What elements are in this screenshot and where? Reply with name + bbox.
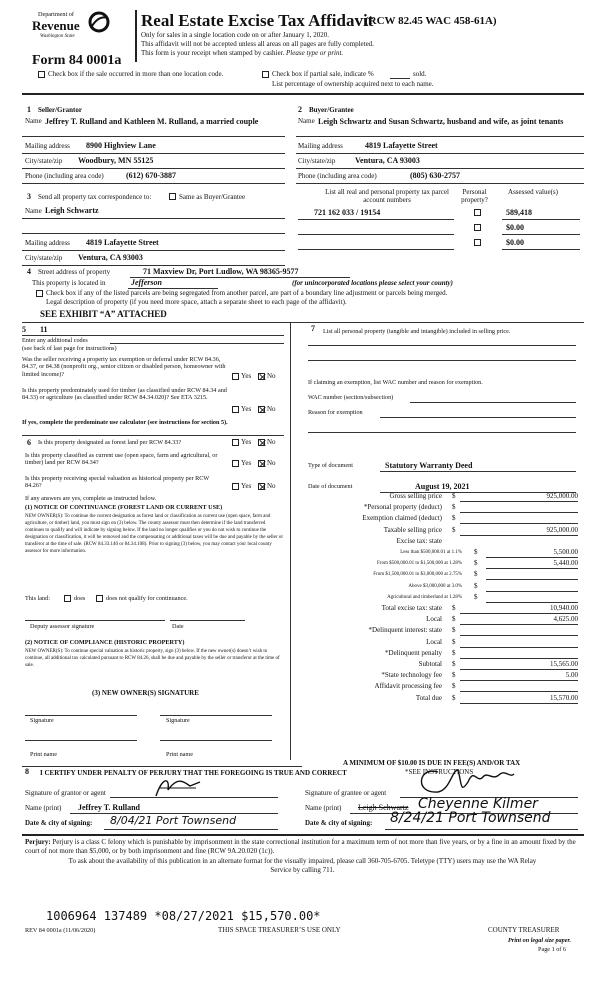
seller-heading-num: 1 — [27, 105, 31, 114]
section5-num: 5 — [22, 325, 26, 334]
buyer-phone-label: Phone (including area code) — [298, 172, 377, 180]
correspondence-mailing: 4819 Lafayette Street — [86, 238, 159, 247]
correspondence-mailing-label: Mailing address — [25, 239, 70, 247]
section8-rule — [22, 766, 302, 767]
header-line2: This affidavit will not be accepted unless all areas on all pages are fully completed. — [141, 40, 374, 48]
tax-row-value[interactable]: 15,565.00 — [550, 660, 578, 668]
tax-row-value[interactable]: 925,000.00 — [546, 492, 578, 500]
segregated-label: Check box if any of the listed parcels are being segregated from another parcel, are part of a boundary line adjustment or parcels being merged. — [46, 289, 448, 297]
reason-label: Reason for exemption — [308, 409, 363, 416]
grantor-name[interactable]: Jeffrey T. Rulland — [78, 803, 141, 812]
dor-logo-line3: Washington State — [40, 34, 75, 39]
correspondence-name: Leigh Schwartz — [45, 206, 99, 215]
assessed-line — [502, 249, 580, 250]
section5-codes-note: (see back of last page for instructions) — [22, 345, 117, 352]
does-qualify-checkbox[interactable] — [64, 595, 71, 602]
seller-mailing-line — [22, 153, 285, 154]
tax-row-label: Exemption claimed (deduct) — [362, 514, 442, 523]
forest-no-checkbox[interactable] — [258, 439, 265, 446]
doc-type-line — [380, 471, 576, 472]
deputy-sig-line — [25, 620, 165, 621]
tax-row-dollar: $ — [474, 592, 478, 601]
alt-format-note: To ask about the availability of this publication in an alternate format for the visually impaired, please call 360-705-6705. Teletype (TTY) users may use the WA Relay Service by calling 711. — [68, 857, 537, 874]
correspondence-city-line — [22, 265, 285, 266]
grantee-name-label: Name (print) — [305, 804, 342, 812]
owner-sig-line-1 — [25, 715, 137, 716]
tax-row-label: Agricultural and timberland at 1.28% — [387, 594, 462, 600]
current-use-yes-checkbox[interactable] — [232, 460, 239, 467]
seller-name-label: Name — [25, 117, 42, 125]
grantee-date-line — [385, 829, 578, 830]
assessed-value[interactable]: $0.00 — [506, 223, 524, 232]
continuance-title: (1) NOTICE OF CONTINUANCE (FOREST LAND OR CURRENT USE) — [25, 504, 223, 511]
section5-codes-line — [110, 343, 284, 344]
tax-row-line — [486, 602, 578, 603]
owner-sig-label-1: Signature — [30, 717, 54, 724]
tax-row-dollar: $ — [452, 503, 456, 512]
tax-row-dollar: $ — [452, 637, 456, 646]
does-not-label: does not qualify for continuance. — [106, 595, 188, 602]
treasurer-use-note: THIS SPACE TREASURER’S USE ONLY — [218, 926, 341, 934]
section5-q1: Was the seller receiving a property tax exemption or deferral under RCW 84.36, 84.37, or 84.38 (nonprofit org., senior citizen or disabled person, homeowner with limited income)? — [22, 356, 226, 378]
buyer-phone-line — [296, 183, 584, 184]
correspondence-num: 3 — [27, 192, 31, 201]
section5-codes-label: Enter any additional codes — [22, 337, 88, 344]
header-line3: This form is your receipt when stamped by cashier. Please type or print. — [141, 49, 344, 57]
minimum-note: A MINIMUM OF $10.00 IS DUE IN FEE(S) AND/OR TAX — [343, 759, 521, 767]
property-street: 71 Maxview Dr, Port Ludlow, WA 98365-9577 — [143, 267, 299, 276]
buyer-mailing-line — [296, 153, 584, 154]
grantor-date-city[interactable]: 8/04/21 Port Townsend — [110, 814, 237, 827]
certify-statement: I CERTIFY UNDER PENALTY OF PERJURY THAT THE FOREGOING IS TRUE AND CORRECT — [40, 769, 347, 777]
exemption-note: If claiming an exemption, list WAC number and reason for exemption. — [308, 379, 483, 386]
tax-row-label: Above $3,000,000 at 3.0% — [408, 583, 462, 589]
grantor-sig-label: Signature of grantor or agent — [25, 789, 106, 797]
deputy-date-line — [170, 620, 245, 621]
tax-row-dollar: $ — [452, 693, 456, 702]
tax-row-label: Affidavit processing fee — [374, 682, 442, 691]
tax-row-label: Total due — [415, 693, 442, 702]
section5-code-line — [22, 335, 284, 336]
property-num: 4 — [27, 267, 31, 276]
assessed-line — [502, 219, 580, 220]
assessed-line — [502, 234, 580, 235]
correspondence-name-line — [22, 218, 285, 219]
tax-row-label: Total excise tax: state — [381, 604, 442, 612]
correspondence-city-label: City/state/zip — [25, 254, 63, 262]
partial-sale-label: Check box if partial sale, indicate % — [272, 70, 374, 78]
tax-row-label: Taxable selling price — [383, 525, 442, 534]
partial-sale-sold: sold. — [413, 70, 427, 78]
tax-row-line — [460, 691, 578, 692]
owner-sig-line-2 — [160, 715, 272, 716]
dor-logo-icon — [88, 11, 110, 33]
forest-no-label: No — [267, 438, 276, 446]
correspondence-name-label: Name — [25, 207, 42, 215]
exemption-no-label: No — [267, 372, 276, 380]
correspondence-city: Ventura, CA 93003 — [78, 253, 143, 262]
county-treasurer: COUNTY TREASURER — [488, 926, 560, 934]
seller-city: Woodbury, MN 55125 — [78, 156, 154, 165]
seller-mailing: 8900 Highview Lane — [86, 141, 156, 150]
tax-row-line — [460, 669, 578, 670]
timber-no-checkbox[interactable] — [258, 406, 265, 413]
tax-row-line — [486, 579, 578, 580]
doc-type-label: Type of document — [308, 462, 353, 469]
tax-row-label: Gross selling price — [389, 492, 442, 500]
parcel-line — [298, 234, 454, 235]
same-as-buyer-label: Same as Buyer/Grantee — [179, 193, 246, 201]
seller-heading: Seller/Grantor — [38, 106, 82, 114]
tax-row-line — [486, 591, 578, 592]
personal-property-checkbox[interactable] — [474, 224, 481, 231]
dor-logo-line1: Department of — [38, 11, 74, 18]
historic-no-checkbox[interactable] — [258, 483, 265, 490]
tax-row-line — [460, 703, 578, 704]
correspondence-label: Send all property tax correspondence to: — [38, 193, 152, 201]
buyer-city-line — [296, 168, 584, 169]
section6-num: 6 — [27, 438, 31, 447]
page-number: Page 1 of 6 — [538, 946, 567, 953]
section4-rule — [22, 322, 584, 323]
buyer-mailing: 4819 Lafayette Street — [365, 141, 438, 150]
doc-type[interactable]: Statutory Warranty Deed — [385, 461, 473, 470]
assessed-value[interactable]: $0.00 — [506, 238, 524, 247]
does-label: does — [74, 595, 86, 602]
segregated-checkbox[interactable] — [36, 290, 43, 297]
tax-row-line — [460, 523, 578, 524]
parcel-line — [298, 219, 454, 220]
section6-note: If any answers are yes, complete as instructed below. — [25, 495, 157, 502]
multi-location-label: Check box if the sale occurred in more than one location code. — [48, 70, 224, 78]
tax-row-line — [460, 512, 578, 513]
current-use-no-checkbox[interactable] — [258, 460, 265, 467]
grantor-date-line — [104, 829, 278, 830]
parcel-number[interactable]: 721 162 033 / 19154 — [314, 208, 381, 217]
parcel-col-header: List all real and personal property tax parcel account numbers — [325, 188, 449, 204]
exhibit-a: SEE EXHIBIT “A” ATTACHED — [40, 309, 167, 319]
correspondence-blank-line — [22, 233, 285, 234]
legal-paper-note: Print on legal size paper. — [508, 937, 572, 944]
buyer-name: Leigh Schwartz and Susan Schwartz, husband and wife, as joint tenants — [318, 117, 564, 126]
header-line1: Only for sales in a single location code on or after January 1, 2020. — [141, 31, 329, 39]
property-located-label: This property is located in — [32, 279, 106, 287]
does-not-qualify-checkbox[interactable] — [96, 595, 103, 602]
tax-row-label: *Personal property (deduct) — [363, 503, 442, 512]
tax-row-dollar: $ — [474, 581, 478, 590]
buyer-phone: (805) 630-2757 — [410, 171, 460, 180]
treasurer-stamp: 1006964 137489 *08/27/2021 $15,570.00* — [46, 909, 321, 923]
timber-yes-checkbox[interactable] — [232, 406, 239, 413]
buyer-name-line — [296, 136, 584, 137]
current-use-yes-label: Yes — [241, 459, 252, 467]
section5-note: If yes, complete the predominate use calculator (see instructions for section 5). — [22, 419, 228, 426]
section5-rule — [22, 435, 284, 436]
grantee-date-city[interactable]: 8/24/21 Port Townsend — [390, 810, 551, 826]
assessed-value[interactable]: 589,418 — [506, 208, 532, 217]
buyer-city-label: City/state/zip — [298, 157, 336, 165]
seller-name: Jeffrey T. Rulland and Kathleen M. Rulland, a married couple — [45, 117, 259, 126]
deputy-date-label: Date — [172, 623, 184, 630]
section6-q2: Is this property classified as current use (open space, farm and agricultural, or timber) land per RCW 84.34? — [25, 452, 218, 467]
perjury-statement: Perjury: Perjury is a class C felony which is punishable by imprisonment in the state correctional institution for a maximum term of not more than five years, or by a fine in an amount fixed by the court of not more than $5,000, or by both imprisonment and fine (RCW 9A.20.020 (1c)). — [25, 838, 576, 855]
wac-line — [410, 402, 576, 403]
unincorporated-note: (for unincorporated locations please select your county) — [292, 279, 453, 287]
rev-number: REV 84 0001a (11/06/2020) — [25, 927, 96, 934]
property-street-line — [130, 277, 350, 278]
tax-row-line — [460, 501, 578, 502]
historic-yes-checkbox[interactable] — [232, 483, 239, 490]
grantor-date-label: Date & city of signing: — [25, 819, 93, 827]
tax-row-value[interactable]: 15,570.00 — [550, 693, 578, 702]
deputy-signature-label: Deputy assessor signature — [30, 623, 95, 630]
assessed-col-header: Assessed value(s) — [508, 188, 558, 196]
seller-phone: (612) 670-3887 — [126, 171, 176, 180]
tax-row-value[interactable]: 5,440.00 — [553, 559, 578, 568]
tax-row-line — [460, 658, 578, 659]
seller-city-line — [22, 168, 285, 169]
tax-row-line — [460, 624, 578, 625]
tax-row-dollar: $ — [452, 525, 456, 534]
owner-print-line-2 — [160, 740, 272, 741]
tax-row-label: Subtotal — [418, 660, 442, 668]
tax-row-value[interactable]: 4,625.00 — [553, 615, 578, 624]
grantor-sig-line — [110, 797, 278, 798]
tax-row-label: Local — [426, 615, 442, 624]
buyer-heading: Buyer/Grantee — [309, 106, 354, 114]
continuance-text: NEW OWNER(S): To continue the current designation as forest land or classification as current use (open space, farm and agriculture, or timber) land, you must sign on (3) below. The county assessor must then determine if the land transferred continues to qualify and will indicate by signing below. If the land no longer qualifies or you do not wish to continue the designation or classification, it will be removed and the compensating or additional taxes will be due and payable by the seller or transferor at the time of sale. (RCW 84.33.140 or 84.34.108). Prior to signing (3) below, you may contact your local county assessor for more information. — [25, 514, 283, 554]
ownership-note: List percentage of ownership acquired next to each name. — [272, 80, 434, 88]
new-owner-heading: (3) NEW OWNER(S) SIGNATURE — [92, 689, 199, 697]
dor-logo-line2: Revenue — [32, 18, 80, 33]
timber-yes-label: Yes — [241, 405, 252, 413]
tax-row-label: *Delinquent interest: state — [368, 626, 442, 635]
partial-sale-checkbox[interactable] — [262, 71, 269, 78]
this-land-label: This land: — [25, 595, 50, 602]
property-county[interactable]: Jefferson — [131, 278, 162, 287]
grantee-sig-label: Signature of grantee or agent — [305, 789, 387, 797]
form-rcw: (RCW 82.45 WAC 458-61A) — [365, 15, 497, 27]
tax-row-label: Local — [426, 637, 442, 646]
tax-row-dollar: $ — [452, 514, 456, 523]
grantee-name-handwritten[interactable]: Cheyenne Kilmer — [418, 796, 538, 812]
personal-property-checkbox[interactable] — [474, 209, 481, 216]
personal-property-checkbox[interactable] — [474, 239, 481, 246]
see-instructions: *SEE INSTRUCTIONS — [405, 768, 474, 776]
buyer-mailing-label: Mailing address — [298, 142, 343, 150]
dor-logo — [30, 10, 110, 46]
grantee-name-struck: Leigh Schwartz — [358, 803, 409, 812]
tax-row-value[interactable]: 5.00 — [565, 671, 578, 680]
tax-row-dollar: $ — [452, 604, 456, 612]
tax-row-dollar: $ — [452, 682, 456, 691]
form-number: Form 84 0001a — [32, 53, 122, 68]
section7-line-1 — [308, 345, 576, 346]
owner-print-label-2: Print name — [166, 751, 193, 758]
legal-description-label: Legal description of property (if you need more space, attach a separate sheet to each page of the affidavit). — [46, 298, 347, 306]
tax-row-line — [460, 647, 578, 648]
seller-phone-line — [22, 183, 285, 184]
form-title: Real Estate Excise Tax Affidavit — [141, 11, 374, 30]
tax-row-dollar: $ — [452, 492, 456, 500]
compliance-text: NEW OWNER(S): To continue special valuation as historic property, sign (3) below. If the new owner(s) doesn’t wish to continue, all additional tax calculated pursuant to RCW 84.26, shall be due and payable by the seller or transferor at the time of sale. — [25, 649, 280, 668]
tax-row-dollar: $ — [474, 570, 478, 579]
multi-location-checkbox[interactable] — [38, 71, 45, 78]
section5-code[interactable]: 11 — [40, 325, 48, 334]
exemption-yes-label: Yes — [241, 372, 252, 380]
owner-print-label-1: Print name — [30, 751, 57, 758]
tax-row-line — [460, 535, 578, 536]
tax-row-dollar: $ — [474, 548, 478, 556]
property-street-label: Street address of property — [38, 268, 111, 276]
buyer-name-label: Name — [298, 117, 315, 125]
seller-city-label: City/state/zip — [25, 157, 63, 165]
grantor-name-label: Name (print) — [25, 804, 62, 812]
current-use-no-label: No — [267, 459, 276, 467]
header-divider — [135, 10, 137, 62]
tax-row-dollar: $ — [452, 660, 456, 668]
buyer-heading-num: 2 — [298, 105, 302, 114]
historic-yes-label: Yes — [241, 482, 252, 490]
owner-sig-label-2: Signature — [166, 717, 190, 724]
tax-row-value[interactable]: 10,940.00 — [550, 604, 578, 612]
timber-no-label: No — [267, 405, 276, 413]
section7-label: List all personal property (tangible and intangible) included in selling price. — [323, 328, 511, 335]
exemption-no-checkbox[interactable] — [258, 373, 265, 380]
tax-row-label: *Delinquent penalty — [385, 648, 442, 657]
buyer-city: Ventura, CA 93003 — [355, 156, 420, 165]
parcel-line — [298, 249, 454, 250]
grantor-signature — [148, 772, 208, 800]
tax-row-label: Excise tax: state — [396, 536, 442, 545]
tax-row-dollar: $ — [452, 615, 456, 624]
tax-row-dollar: $ — [452, 648, 456, 657]
owner-print-line-1 — [25, 740, 137, 741]
section6-q3: Is this property receiving special valuation as historical property per RCW 84.26? — [25, 475, 210, 490]
seller-mailing-label: Mailing address — [25, 142, 70, 150]
historic-no-label: No — [267, 482, 276, 490]
tax-row-value[interactable]: 5,500.00 — [553, 548, 578, 556]
section8-num: 8 — [25, 767, 29, 776]
forest-yes-checkbox[interactable] — [232, 439, 239, 446]
tax-row-dollar: $ — [452, 626, 456, 635]
tax-row-label: Less than $500,000.01 at 1.1% — [400, 550, 462, 555]
correspondence-mailing-line — [22, 250, 285, 251]
partial-sale-line[interactable] — [390, 78, 410, 79]
same-as-buyer-checkbox[interactable] — [169, 193, 176, 200]
section5-q2: Is this property predominately used for timber (as classified under RCW 84.34 and 84.33) or agriculture (as classified under RCW 84.34.020)? See ETA 3215. — [22, 387, 227, 402]
reason-line-2 — [308, 432, 576, 433]
tax-row-label: *State technology fee — [381, 671, 442, 680]
tax-row-line — [486, 568, 578, 569]
grantee-date-label: Date & city of signing: — [305, 819, 373, 827]
section-divider — [290, 322, 291, 760]
exemption-yes-checkbox[interactable] — [232, 373, 239, 380]
forest-yes-label: Yes — [241, 438, 252, 446]
grantee-signature — [398, 764, 518, 798]
tax-row-label: From $1,500,000.01 to $3,000,000 at 2.75% — [373, 572, 462, 578]
doc-date-label: Date of document — [308, 483, 353, 490]
reason-line-1 — [380, 417, 576, 418]
section6-q1: Is this property designated as forest land per RCW 84.33? — [38, 439, 182, 446]
wac-label: WAC number (section/subsection) — [308, 394, 394, 401]
tax-row-dollar: $ — [452, 671, 456, 680]
tax-row-value[interactable]: 925,000.00 — [546, 525, 578, 534]
doc-date[interactable]: August 19, 2021 — [415, 482, 470, 491]
header-rule — [22, 93, 584, 95]
tax-row-dollar: $ — [474, 559, 478, 568]
section8-bottom-rule — [22, 834, 584, 836]
seller-phone-label: Phone (including area code) — [25, 172, 104, 180]
seller-name-line — [22, 136, 285, 137]
section7-line-2 — [308, 360, 576, 361]
tax-row-label: From $500,000.01 to $1,500,000 at 1.28% — [377, 561, 462, 567]
tax-row-line — [460, 613, 578, 614]
section7-num: 7 — [311, 324, 315, 333]
compliance-title: (2) NOTICE OF COMPLIANCE (HISTORIC PROPERTY) — [25, 639, 185, 646]
personal-col-header: Personal property? — [461, 188, 488, 204]
tax-row-line — [486, 557, 578, 558]
tax-row-line — [460, 635, 578, 636]
tax-row-line — [460, 680, 578, 681]
